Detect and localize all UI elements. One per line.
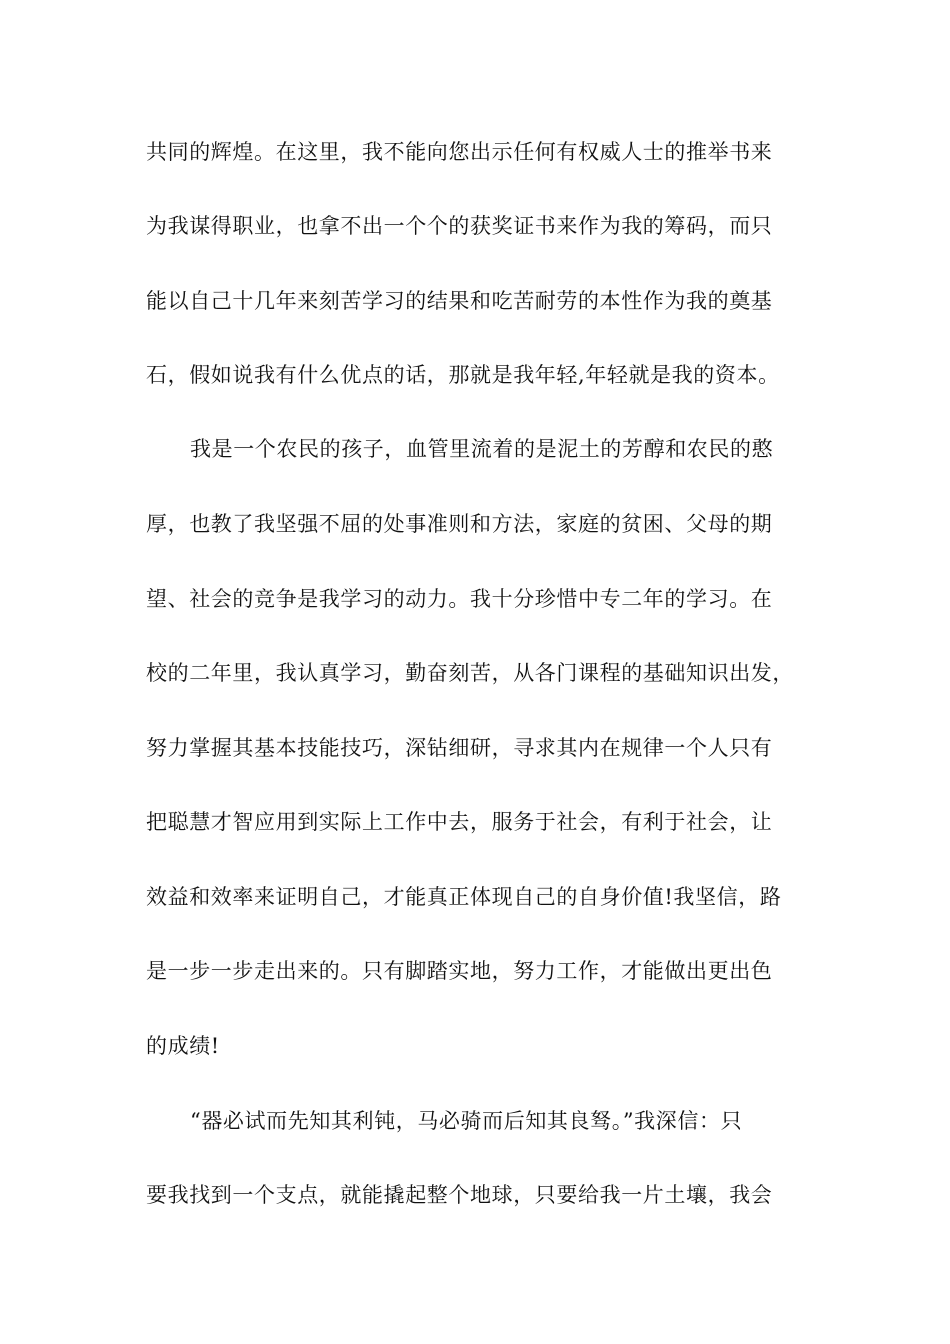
text-line-7: 望、社会的竞争是我学习的动力。我十分珍惜中专二年的学习。在 [146,587,773,611]
text-line-1: 共同的辉煌。在这里，我不能向您出示任何有权威人士的推举书来 [146,140,773,164]
text-line-15: 要我找到一个支点，就能撬起整个地球，只要给我一片土壤，我会 [146,1183,773,1207]
paragraph-3-first-line: “器必试而先知其利钝，马必骑而后知其良驽。”我深信：只 [190,1109,743,1133]
text-line-10: 把聪慧才智应用到实际上工作中去，服务于社会，有利于社会，让 [146,810,773,834]
text-line-3: 能以自己十几年来刻苦学习的结果和吃苦耐劳的本性作为我的奠基 [146,289,773,313]
paragraph-2-first-line: 我是一个农民的孩子，血管里流着的是泥土的芳醇和农民的憨 [190,437,774,461]
text-line-6: 厚，也教了我坚强不屈的处事准则和方法，家庭的贫困、父母的期 [146,512,773,536]
text-line-13: 的成绩! [146,1034,220,1058]
text-line-11: 效益和效率来证明自己，才能真正体现自己的自身价值!我坚信，路 [146,885,782,909]
text-line-4: 石，假如说我有什么优点的话，那就是我年轻,年轻就是我的资本。 [146,363,780,387]
text-line-2: 为我谋得职业，也拿不出一个个的获奖证书来作为我的筹码，而只 [146,214,773,238]
text-line-9: 努力掌握其基本技能技巧，深钻细研，寻求其内在规律一个人只有 [146,736,773,760]
text-line-12: 是一步一步走出来的。只有脚踏实地，努力工作，才能做出更出色 [146,959,773,983]
text-line-8: 校的二年里，我认真学习，勤奋刻苦，从各门课程的基础知识出发， [146,661,794,685]
